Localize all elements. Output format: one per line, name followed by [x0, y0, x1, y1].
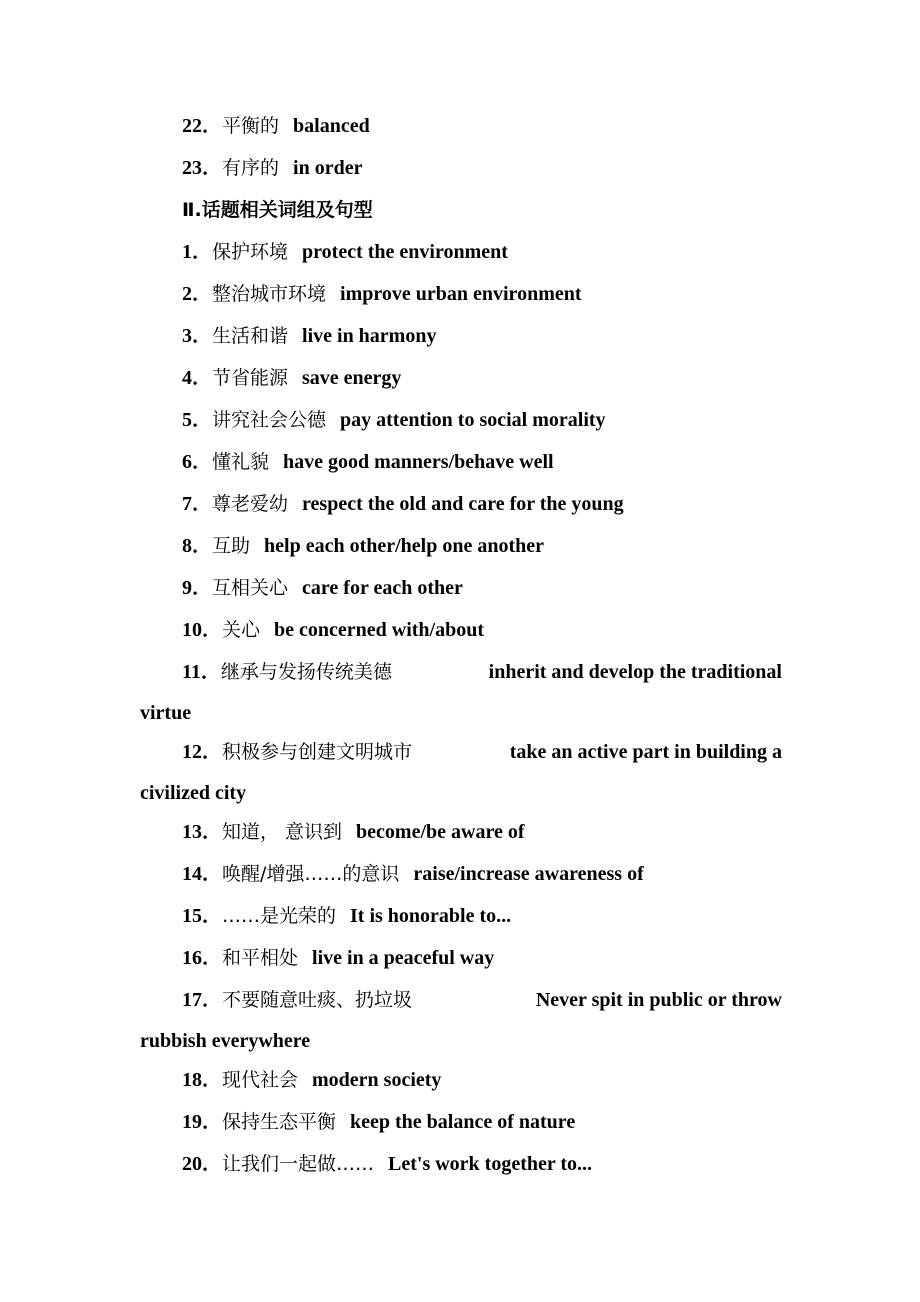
english-term: care for each other	[302, 577, 463, 599]
phrase-item-7	[140, 492, 824, 516]
english-term: be concerned with/about	[274, 619, 485, 641]
english-term: help each other/help one another	[264, 535, 545, 557]
chinese-term: 平衡的	[222, 115, 280, 137]
item-number: 7．	[182, 493, 212, 515]
phrase-item-2	[140, 282, 824, 306]
chinese-term: 保护环境	[212, 241, 289, 263]
english-term-continuation: civilized city	[140, 782, 247, 804]
english-term: It is honorable to...	[350, 905, 512, 927]
english-term: pay attention to social morality	[340, 409, 606, 431]
item-number: 15．	[182, 905, 222, 927]
item-number: 22．	[182, 115, 222, 137]
chinese-term: 尊老爱幼	[212, 493, 289, 515]
phrase-item-6	[140, 450, 824, 474]
phrase-item-13	[140, 820, 824, 844]
english-term-continuation: virtue	[140, 702, 192, 724]
phrase-item-5	[140, 408, 824, 432]
chinese-term: 节省能源	[212, 367, 289, 389]
item-number: 8．	[182, 535, 212, 557]
phrase-item-17-continuation	[140, 1029, 782, 1053]
phrase-item-12	[140, 740, 782, 764]
chinese-term: 让我们一起做……	[222, 1153, 375, 1175]
english-term: balanced	[293, 115, 370, 137]
item-number: 10．	[182, 619, 222, 641]
chinese-term: 互相关心	[212, 577, 289, 599]
vocab-item-22	[140, 114, 824, 138]
phrase-item-19	[140, 1110, 824, 1134]
item-number: 14．	[182, 863, 222, 885]
english-term: improve urban environment	[340, 283, 582, 305]
section-heading	[140, 198, 824, 222]
english-term: protect the environment	[302, 241, 508, 263]
english-term: have good manners/behave well	[283, 451, 554, 473]
phrase-item-16	[140, 946, 824, 970]
phrase-item-14	[140, 862, 824, 886]
item-number: 19．	[182, 1111, 222, 1133]
item-number: 2．	[182, 283, 212, 305]
phrase-item-17	[140, 988, 782, 1012]
phrase-item-10	[140, 618, 824, 642]
chinese-term: 继承与发扬传统美德	[220, 661, 392, 683]
item-number: 17．	[182, 989, 222, 1011]
chinese-term: 保持生态平衡	[222, 1111, 337, 1133]
phrase-item-20	[140, 1152, 824, 1176]
item-number: 23．	[182, 157, 222, 179]
chinese-term: 关心	[222, 619, 261, 641]
phrase-item-4	[140, 366, 824, 390]
phrase-item-18	[140, 1068, 824, 1092]
item-number: 4．	[182, 367, 212, 389]
chinese-term: 生活和谐	[212, 325, 289, 347]
chinese-term: 整治城市环境	[212, 283, 327, 305]
chinese-term: 和平相处	[222, 947, 299, 969]
chinese-term: ……是光荣的	[222, 905, 337, 927]
phrase-item-15	[140, 904, 824, 928]
item-number: 20．	[182, 1153, 222, 1175]
english-term: raise/increase awareness of	[413, 863, 644, 885]
item-number: 5．	[182, 409, 212, 431]
phrase-item-8	[140, 534, 824, 558]
english-term: inherit and develop the traditional	[488, 661, 782, 683]
phrase-item-9	[140, 576, 824, 600]
item-number: 11．	[182, 661, 221, 683]
chinese-term: 积极参与创建文明城市	[222, 741, 413, 763]
item-number: 13．	[182, 821, 222, 843]
chinese-term: 不要随意吐痰、扔垃圾	[222, 989, 413, 1011]
chinese-term: 知道， 意识到	[222, 821, 343, 843]
english-term-continuation: rubbish everywhere	[140, 1030, 311, 1052]
item-number: 1．	[182, 241, 212, 263]
english-term: live in a peaceful way	[312, 947, 495, 969]
vocab-item-23	[140, 156, 824, 180]
item-number: 18．	[182, 1069, 222, 1091]
item-number: 9．	[182, 577, 212, 599]
item-number: 3．	[182, 325, 212, 347]
english-term: in order	[293, 157, 363, 179]
chinese-term: 讲究社会公德	[212, 409, 327, 431]
item-number: 16．	[182, 947, 222, 969]
english-term: modern society	[312, 1069, 442, 1091]
chinese-term: 懂礼貌	[212, 451, 270, 473]
phrase-item-3	[140, 324, 824, 348]
english-term: live in harmony	[302, 325, 437, 347]
english-term: keep the balance of nature	[350, 1111, 576, 1133]
chinese-term: 现代社会	[222, 1069, 299, 1091]
english-term: respect the old and care for the young	[302, 493, 624, 515]
phrase-item-1	[140, 240, 824, 264]
english-term: Let's work together to...	[388, 1153, 593, 1175]
section-heading-text: Ⅱ.话题相关词组及句型	[182, 199, 373, 221]
english-term: Never spit in public or throw	[535, 989, 782, 1011]
chinese-term: 有序的	[222, 157, 280, 179]
chinese-term: 唤醒/增强……的意识	[222, 863, 400, 885]
chinese-term: 互助	[212, 535, 251, 557]
phrase-item-11	[140, 660, 782, 684]
english-term: become/be aware of	[356, 821, 525, 843]
phrase-item-12-continuation	[140, 781, 782, 805]
english-term: take an active part in building a	[509, 741, 782, 763]
english-term: save energy	[302, 367, 402, 389]
item-number: 6．	[182, 451, 212, 473]
item-number: 12．	[182, 741, 222, 763]
phrase-item-11-continuation	[140, 701, 782, 725]
